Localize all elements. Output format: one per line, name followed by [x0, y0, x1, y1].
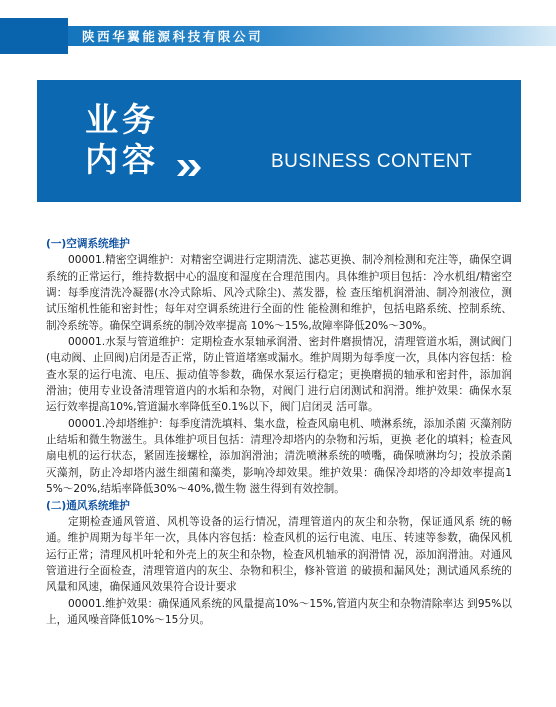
- paragraph: 定期检查通风管道、风机等设备的运行情况，清理管道内的灰尘和杂物，保证通风系 统的畅通。维护周期为每半年一次，具体内容包括：检查风机的运行电流、电压、转速等参数，确保风机运行正常；清理风机叶轮和外壳上的灰尘和杂物，检查风机轴承的润滑情 况，添加润滑油。对通风管道进行全面检查，清理管道内的灰尘、杂物和积尘，修补管道 的破损和漏风处；测试通风系统的风量和风速，确保通风效果符合设计要求: [46, 515, 512, 594]
- paragraph: 00001.精密空调维护：对精密空调进行定期清洗、滤芯更换、制冷剂检测和充注等，确保空调系统的正常运行，维持数据中心的温度和湿度在合理范围内。具体维护项目包括：冷水机组/精密空调：每季度清洗冷凝器(水冷式除垢、风冷式除尘)、蒸发器，检 查压缩机润滑油、制冷剂液位，测试压缩机性能和密封性；每年对空调系统进行全面的性 能检测和维护，包括电路系统、控制系统、制冷系统等。确保空调系统的制冷效率提高 10%～15%,故障率降低20%～30%。: [46, 254, 512, 332]
- header-blue-block: [0, 18, 68, 54]
- banner-title-line2: 内容: [85, 140, 159, 179]
- top-bar: [0, 0, 556, 52]
- paragraph: 00001.冷却塔维护：每季度清洗填料、集水盘，检查风扇电机、喷淋系统，添加杀菌 灭藻剂防止结垢和微生物滋生。具体维护项目包括：清理冷却塔内的杂物和污垢，更换 老化的填料；检查风扇电机的运行状态，紧固连接螺栓，添加润滑油；清洗喷淋系统的喷嘴，确保喷淋均匀；投放杀菌灭藻剂，防止冷却塔内滋生细菌和藻类，影响冷却效果。维护效果：确保冷却塔的冷却效率提高15%～20%,结垢率降低30%～40%,微生物 滋生得到有效控制。: [46, 417, 512, 496]
- double-chevron-right-icon: [177, 158, 203, 178]
- section-banner: [37, 80, 521, 202]
- content-body: [46, 236, 512, 628]
- banner-title-line1: 业务: [85, 100, 159, 139]
- company-name: 陕西华翼能源科技有限公司: [82, 29, 264, 44]
- banner-title: [85, 100, 159, 180]
- section-heading: (一)空调系统维护: [46, 238, 130, 250]
- paragraph: 00001.维护效果：确保通风系统的风量提高10%～15%,管道内灰尘和杂物清除率达 到95%以上，通风噪音降低10%～15分贝。: [46, 597, 512, 626]
- banner-subtitle-en: BUSINESS CONTENT: [271, 151, 473, 172]
- section-heading: (二)通风系统维护: [46, 499, 130, 512]
- paragraph: 00001.水泵与管道维护：定期检查水泵轴承润滑、密封件磨损情况，清理管道水垢，测试阀门(电动阀、止回阀)启闭是否正常，防止管道堵塞或漏水。维护周期为每季度一次，具体内容包括：检查水泵的运行电流、电压、振动值等参数，确保水泵运行稳定；更换磨损的轴承和密封件，添加润滑油；使用专业设备清理管道内的水垢和杂物，对阀门 进行启闭测试和润滑。维护效果：确保水泵运行效率提高10%,管道漏水率降低至0.1%以下，阀门启闭灵 活可靠。: [46, 336, 512, 414]
